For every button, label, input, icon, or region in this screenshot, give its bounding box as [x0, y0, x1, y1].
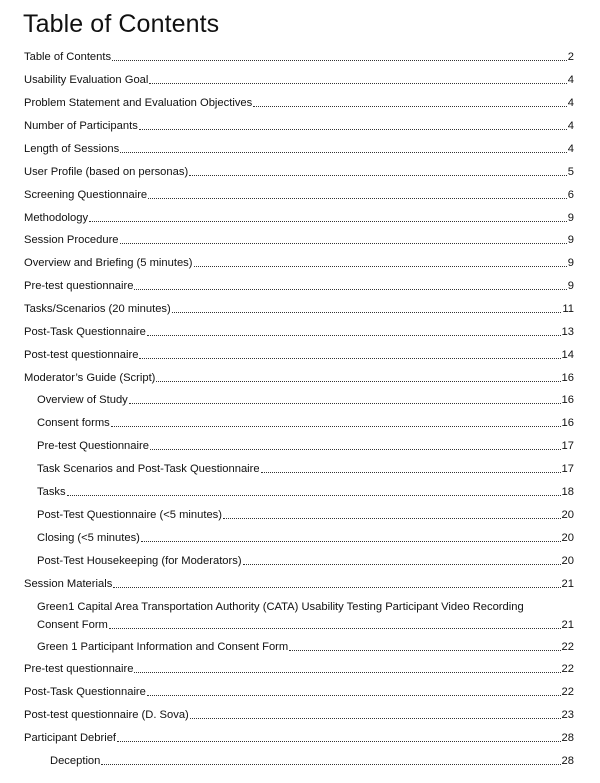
toc-entry-label: Pre-test questionnaire [24, 280, 134, 292]
toc-entry-page: 6 [567, 189, 574, 201]
dot-leader [89, 221, 567, 222]
dot-leader [289, 650, 560, 651]
toc-entry-task-scenarios[interactable] [37, 462, 574, 476]
toc-entry-page: 9 [567, 257, 574, 269]
toc-entry-label: Post-Test Questionnaire (<5 minutes) [37, 509, 222, 521]
toc-entry-page: 21 [561, 578, 574, 590]
toc-entry-label: Usability Evaluation Goal [24, 74, 149, 86]
dot-leader [243, 564, 561, 565]
dot-leader [134, 289, 566, 290]
toc-entry-page: 20 [561, 555, 574, 567]
toc-entry-page: 17 [561, 463, 574, 475]
toc-entry-label: Problem Statement and Evaluation Objectives [24, 97, 253, 109]
toc-entry-page: 22 [561, 641, 574, 653]
toc-entry-line2 [37, 618, 574, 632]
toc-entry-page: 13 [561, 326, 574, 338]
dot-leader [189, 175, 567, 176]
toc-entry-page: 22 [561, 663, 574, 675]
toc-entry-page: 4 [567, 143, 574, 155]
toc-entry-label: Task Scenarios and Post-Task Questionnaire [37, 463, 260, 475]
toc-entry-label: Post-Task Questionnaire [24, 686, 146, 698]
toc-entry-session-materials[interactable] [24, 577, 574, 591]
toc-entry-label: Participant Debrief [24, 732, 117, 744]
toc-entry-number-of-participants[interactable] [24, 119, 574, 133]
toc-entry-overview-of-study[interactable] [37, 393, 574, 407]
dot-leader [253, 106, 567, 107]
toc-entry-label: Pre-test questionnaire [24, 663, 134, 675]
toc-entry-label: Session Procedure [24, 234, 119, 246]
toc-entry-page: 16 [561, 372, 574, 384]
dot-leader [148, 198, 567, 199]
dot-leader [223, 518, 561, 519]
toc-entry-page: 23 [561, 709, 574, 721]
toc-entry-pre-test-questionnaire-guide[interactable] [37, 439, 574, 453]
toc-entry-deception[interactable] [50, 754, 574, 768]
dot-leader [261, 472, 561, 473]
toc-entry-label: Moderator’s Guide (Script) [24, 372, 156, 384]
toc-entry-label: Overview and Briefing (5 minutes) [24, 257, 193, 269]
toc-entry-label: Post-Test Housekeeping (for Moderators) [37, 555, 242, 567]
toc-entry-label: Post-test questionnaire (D. Sova) [24, 709, 189, 721]
toc-entry-page: 16 [561, 417, 574, 429]
toc-entry-post-test-questionnaire-guide[interactable] [37, 508, 574, 522]
toc-entry-label: Closing (<5 minutes) [37, 532, 140, 544]
toc-entry-page: 9 [567, 280, 574, 292]
dot-leader [149, 83, 566, 84]
toc-entry-label: Tasks [37, 486, 66, 498]
toc-entry-label: Consent forms [37, 417, 110, 429]
dot-leader [139, 358, 560, 359]
toc-entry-page: 4 [567, 97, 574, 109]
toc-entry-post-task-questionnaire[interactable] [24, 325, 574, 339]
toc-entry-page: 18 [561, 486, 574, 498]
dot-leader [113, 587, 560, 588]
toc-entry-label: Pre-test Questionnaire [37, 440, 149, 452]
toc-entry-label: Session Materials [24, 578, 113, 590]
toc-entry-label: Length of Sessions [24, 143, 120, 155]
toc-entry-page: 4 [567, 74, 574, 86]
dot-leader [112, 60, 567, 61]
dot-leader [120, 152, 567, 153]
dot-leader [147, 335, 561, 336]
dot-leader [120, 243, 567, 244]
toc-entry-usability-evaluation-goal[interactable] [24, 73, 574, 87]
toc-entry-label: Post-Task Questionnaire [24, 326, 146, 338]
toc-entry-page: 20 [561, 532, 574, 544]
toc-entry-closing[interactable] [37, 531, 574, 545]
toc-entry-page: 28 [561, 755, 574, 767]
dot-leader [172, 312, 562, 313]
toc-entry-post-test-questionnaire-sova[interactable] [24, 708, 574, 722]
dot-leader [111, 426, 561, 427]
dot-leader [194, 266, 567, 267]
dot-leader [134, 672, 560, 673]
toc-entry-page: 28 [561, 732, 574, 744]
toc-entry-methodology[interactable] [24, 211, 574, 225]
toc-entry-label: Post-test questionnaire [24, 349, 139, 361]
toc-entry-participant-information-consent-form[interactable] [37, 640, 574, 654]
toc-entry-consent-forms[interactable] [37, 416, 574, 430]
toc-entry-page: 9 [567, 234, 574, 246]
toc-entry-label-line1: Green1 Capital Area Transportation Authority (CATA) Usability Testing Participant Video Recording [37, 601, 524, 613]
toc-entry-label: Screening Questionnaire [24, 189, 148, 201]
dot-leader [67, 495, 561, 496]
toc-entry-overview-and-briefing[interactable] [24, 256, 574, 270]
dot-leader [156, 381, 560, 382]
dot-leader [101, 764, 560, 765]
dot-leader [150, 449, 561, 450]
dot-leader [141, 541, 561, 542]
toc-entry-post-test-housekeeping[interactable] [37, 554, 574, 568]
toc-entry-page: 9 [567, 212, 574, 224]
toc-entry-page: 14 [561, 349, 574, 361]
toc-entry-label: User Profile (based on personas) [24, 166, 189, 178]
toc-entry-page: 4 [567, 120, 574, 132]
toc-entry-page: 5 [567, 166, 574, 178]
toc-entry-moderators-guide[interactable] [24, 371, 574, 385]
toc-entry-page: 17 [561, 440, 574, 452]
toc-entry-page: 11 [562, 303, 574, 315]
toc-entry-label: Green 1 Participant Information and Consent Form [37, 641, 289, 653]
toc-entry-page: 20 [561, 509, 574, 521]
toc-entry-pre-test-questionnaire-materials[interactable] [24, 662, 574, 676]
toc-entry-page: 22 [561, 686, 574, 698]
toc-entry-tasks[interactable] [37, 485, 574, 499]
toc-entry-label: Deception [50, 755, 101, 767]
toc-entry-screening-questionnaire[interactable] [24, 188, 574, 202]
dot-leader [109, 628, 561, 629]
dot-leader [147, 695, 561, 696]
dot-leader [117, 741, 561, 742]
toc-entry-label: Tasks/Scenarios (20 minutes) [24, 303, 171, 315]
toc-entry-table-of-contents[interactable] [24, 50, 574, 64]
toc-entry-user-profile[interactable] [24, 165, 574, 179]
toc-entry-participant-debrief[interactable] [24, 731, 574, 745]
dot-leader [190, 718, 561, 719]
toc-entry-label: Methodology [24, 212, 89, 224]
toc-entry-post-task-questionnaire-materials[interactable] [24, 685, 574, 699]
dot-leader [139, 129, 567, 130]
toc-entry-tasks-scenarios[interactable] [24, 302, 574, 316]
toc-entry-page: 2 [567, 51, 574, 63]
toc-entry-video-recording-consent-form[interactable] [37, 600, 574, 632]
toc-entry-length-of-sessions[interactable] [24, 142, 574, 156]
dot-leader [129, 403, 561, 404]
toc-entry-pre-test-questionnaire[interactable] [24, 279, 574, 293]
toc-entry-problem-statement[interactable] [24, 96, 574, 110]
toc-entry-post-test-questionnaire[interactable] [24, 348, 574, 362]
toc-entry-session-procedure[interactable] [24, 233, 574, 247]
toc-entry-page: 21 [561, 619, 574, 631]
toc-entry-page: 16 [561, 394, 574, 406]
toc-entry-label: Overview of Study [37, 394, 128, 406]
toc-entry-label-line2: Consent Form [37, 619, 108, 631]
toc-entry-label: Number of Participants [24, 120, 138, 132]
page-title: Table of Contents [23, 10, 220, 38]
toc-entry-label: Table of Contents [24, 51, 112, 63]
